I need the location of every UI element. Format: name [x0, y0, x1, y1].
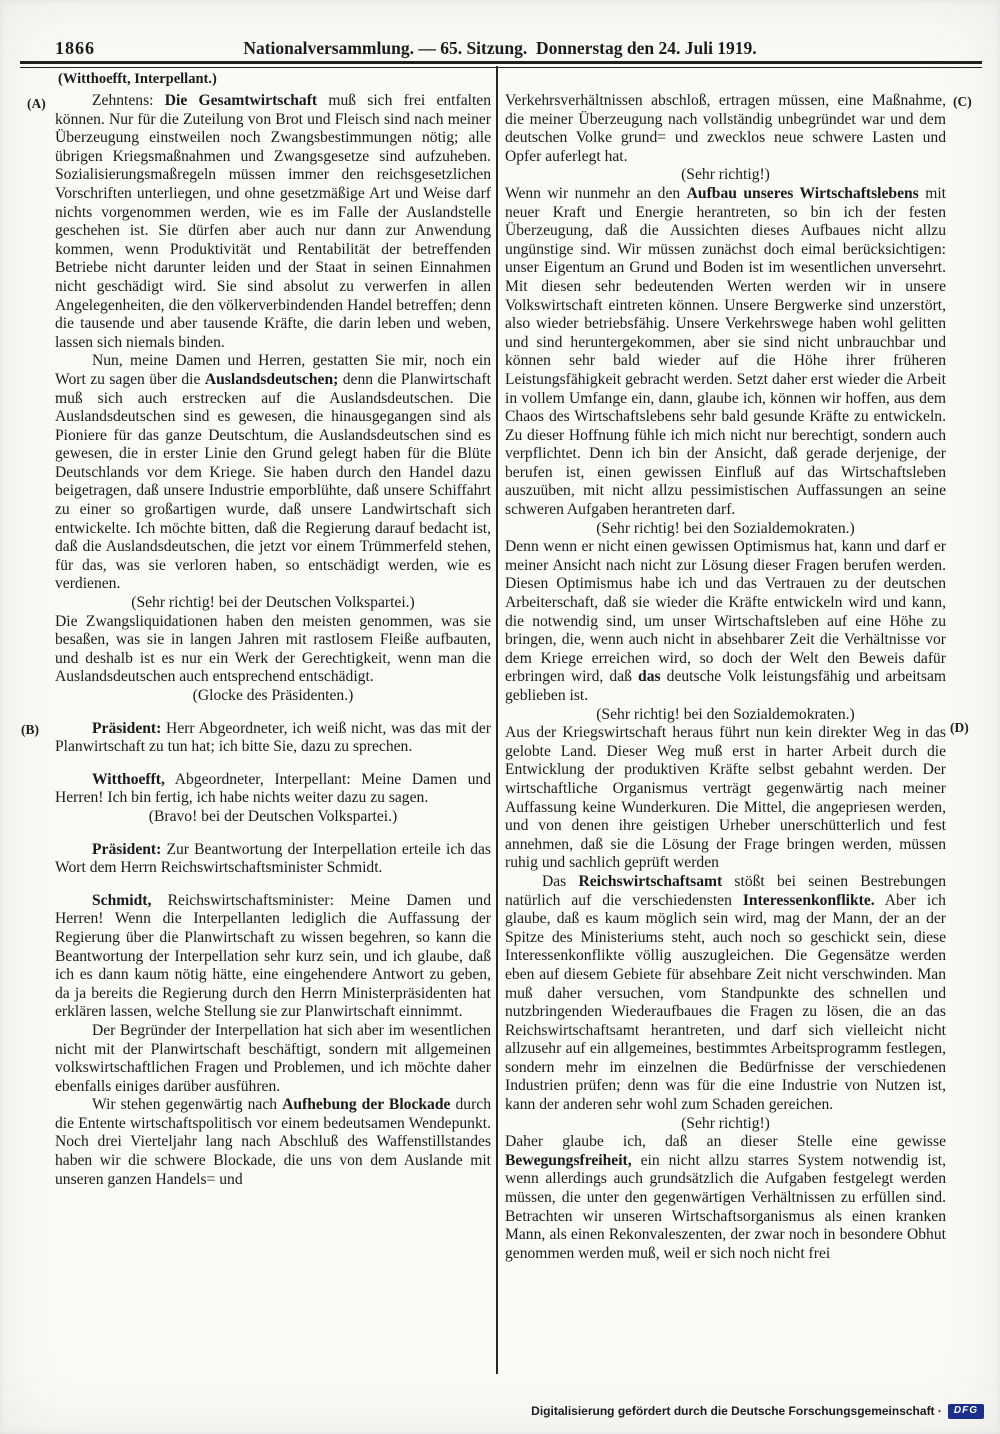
body-text: Wir stehen gegenwärtig nach: [92, 1096, 283, 1114]
body-text: Denn wenn er nicht einen gewissen Optimismus hat, kann und darf er meiner Ansicht nach nicht zur Lösung dieser Fragen berufen werden. Diesen Optimismus habe ich und das Vertrauen zu der deutschen Arbeiterschaft, daß sie wieder die Kräfte entwickeln wird und kann, die notwendig sind, um unser Wirtschaftsleben auf eine Höhe zu bringen, die, wenn auch nicht in absehbarer Zeit die Verhältnisse vor dem Kriege erreichen wird, so doch der Welt den Beweis dafür erbringen wird, daß: [505, 538, 946, 686]
body-text: (Sehr richtig!): [681, 1114, 770, 1132]
stage-direction: [55, 594, 491, 613]
body-text: Reichswirtschaftsminister: Meine Damen und Herren! Wenn die Interpellanten lediglich die Auffassung der Regierung über die Planwirtschaft zu wissen begehren, so kann die Beantwortung der Interpellation sehr kurz sein, und ich glaube, daß ich es dann kaum nötig hätte, eine eingehendere Antwort zu geben, da ja bereits die Regierung durch den Herrn Ministerpräsidenten hat erklären lassen, welche Stellung sie zur Planwirtschaft einnimmt.: [55, 891, 491, 1021]
emphasized-text: Präsident:: [92, 719, 162, 737]
body-text: (Sehr richtig! bei den Sozialdemokraten.): [596, 705, 855, 723]
body-text: durch die Entente wirtschaftspolitisch vor einem bedeutsamen Wendepunkt. Noch drei Vierteljahr lang nach Abschluß des Waffenstillstandes haben wir die schwere Blockade, die uns von dem Auslande mit unseren ganzen Handels= und: [55, 1096, 491, 1188]
paragraph: [55, 841, 491, 878]
body-text: muß sich frei entfalten können. Nur für die Zuteilung von Brot und Fleisch sind nach meiner Überzeugung einstweilen noch Zwangsbestimmungen nötig; alle übrigen Kriegsmaßnahmen und Zwangsgesetze sind aufzuheben. Sozialisierungsmaßregeln müssen immer den reichsgesetzlichen Vorschriften unterliegen, und ohne gesetzmäßige Art und Weise darf nichts vorgenommen werden, wie es im Falle der Auslandstelle geschehen ist. Sie dürfen aber auch nur dann zur Anwendung kommen, wenn Produktivität und Rentabilität der betreffenden Betriebe nicht darunter leiden und der Staat in seinen Einnahmen nicht geschädigt wird. Sie sind absolut zu verwerfen in allen Angelegenheiten, die den völkerverbindenden Handel betreffen; denn die tausende und aber tausende Kräfte, die darin leben und weben, lassen sich niemals binden.: [55, 92, 491, 351]
margin-marker-c: (C): [953, 94, 972, 109]
stage-direction: [505, 166, 946, 185]
paragraph: [505, 724, 946, 873]
paragraph: [55, 1096, 491, 1189]
right-column: [505, 92, 946, 1378]
margin-marker-b: (B): [21, 722, 39, 737]
body-text: (Sehr richtig! bei der Deutschen Volkspartei.): [131, 594, 415, 612]
body-text: Verkehrsverhältnissen abschloß, ertragen müssen, eine Maßnahme, die meiner Überzeugung nach vollständig unbegründet war und dem deutschen Volke grund= und zwecklos neue schwere Lasten und Opfer auferlegt hat.: [505, 92, 946, 165]
body-text: Die Zwangsliquidationen haben den meisten genommen, was sie besaßen, was sie in langen Jahren mit rastlosem Fleiße aufbauten, und deshalb ist es nur ein Werk der Gerechtigkeit, wenn man die Auslandsdeutschen auch entsprechend entschädigt.: [55, 612, 491, 686]
body-text: Wenn wir nunmehr an den: [505, 184, 687, 202]
page-number: 1866: [55, 38, 95, 58]
body-text: Zehntens:: [92, 92, 165, 109]
body-text: (Sehr richtig!): [681, 166, 770, 184]
stage-direction: [55, 687, 491, 706]
paragraph: [55, 613, 491, 687]
paragraph: [505, 538, 946, 705]
emphasized-text: Auslandsdeutschen;: [204, 370, 339, 388]
stage-direction: [505, 520, 946, 539]
body-text: Daher glaube ich, daß an dieser Stelle eine gewisse: [505, 1133, 946, 1151]
paragraph: [55, 771, 491, 808]
footer-credit: [531, 1402, 984, 1420]
dfg-logo: DFG: [948, 1404, 984, 1419]
left-column: [55, 92, 491, 1378]
body-text: Zur Beantwortung der Interpellation erteile ich das Wort dem Herrn Reichswirtschaftsminister Schmidt.: [55, 840, 491, 877]
emphasized-text: Interessenkonflikte.: [742, 891, 875, 909]
body-text: (Glocke des Präsidenten.): [192, 687, 354, 704]
credit-text: Digitalisierung gefördert durch die Deutsche Forschungsgemeinschaft ·: [531, 1404, 942, 1418]
paragraph: [55, 352, 491, 594]
paragraph: [55, 892, 491, 1022]
stage-direction: [505, 706, 946, 725]
emphasized-text: Die Gesamtwirtschaft: [164, 92, 318, 109]
stage-direction: [55, 808, 491, 827]
body-text: Der Begründer der Interpellation hat sich aber im wesentlichen nicht mit der Planwirtschaft beschäftigt, sondern mit allgemeinen volkswirtschaftlichen Fragen und Problemen, und ich möchte daher ebenfalls einiges darüber ausführen.: [55, 1021, 491, 1095]
paragraph: [55, 92, 491, 352]
header-rule: [20, 61, 982, 68]
body-text: Aber ich glaube, daß es kaum möglich sein wird, mag der Mann, der an der Spitze des Ministeriums steht, auch noch so geschickt sein, diese Interessenkonflikte völlig auszugleichen. Die Gegensätze werden eben auf diesem Gebiete für absehbare Zeit nicht verschwinden. Man muß daher versuchen, vom Standpunkte des schnellen und nutzbringenden Wiederaufbaues die Fragen zu lösen, die an das Reichswirtschaftsamt herantreten, und darf sich vielleicht nicht allzusehr auf ein allgemeines, bestimmtes Arbeitsprogramm festlegen, sondern mehr im einzelnen die Bedürfnisse der verschiedenen Industrien prüfen; denn was für die eine Industrie von Nutzen ist, kann der anderen sehr wohl zum Schaden gereichen.: [505, 891, 946, 1114]
body-text: Abgeordneter, Interpellant: Meine Damen und Herren! Ich bin fertig, ich habe nichts weiter dazu zu sagen.: [55, 770, 491, 807]
body-text: Aus der Kriegswirtschaft heraus führt nun kein direkter Weg in das gelobte Land. Dieser Weg muß erst in harter Arbeit durch die Entwicklung der produktiven Kräfte selbst gebahnt werden. Der wirtschaftliche Organismus verträgt gegenwärtig nach meiner Auffassung keine Wunderkuren. Die Mittel, die angepriesen werden, und von denen ihre geistigen Urheber unerschütterlich und fest annehmen, daß sie die Lösung der Frage bringen werden, müssen ruhig und sachlich geprüft werden: [505, 724, 946, 872]
column-divider: [496, 66, 498, 1374]
body-text: deutsche Volk leistungsfähig und arbeitsam geblieben ist.: [505, 668, 946, 704]
body-text: ein nicht allzu starres System notwendig ist, wenn allerdings auch grundsätzlich die Aufgaben festgelegt werden müssen, die unter den gegenwärtigen Verhältnissen zu erfüllen sind. Betrachten wir unseren Wirtschaftsorganismus als einen kranken Mann, als einen Rekonvaleszenten, der zwar noch in besondere Obhut genommen werden muß, weil er sich noch nicht frei: [505, 1151, 946, 1262]
emphasized-text: Schmidt,: [92, 891, 152, 909]
page-title: Nationalversammlung. — 65. Sitzung. Donnerstag den 24. Juli 1919.: [243, 38, 757, 58]
paragraph: [55, 1022, 491, 1096]
emphasized-text: Witthoefft,: [92, 770, 165, 788]
paragraph: [505, 92, 946, 166]
emphasized-text: Aufbau unseres Wirtschaftslebens: [686, 184, 919, 202]
running-note: (Witthoefft, Interpellant.): [58, 71, 217, 87]
body-text: mit neuer Kraft und Energie herantreten, so bin ich der festen Überzeugung, daß die Aussichten dieses Aufbaues nicht allzu ungünstige sind. Wir müssen zunächst doch eimal berücksichtigen: unser Eigentum an Grund und Boden ist im wesentlichen unversehrt. Mit diesen sehr bedeutenden Werten werden wir in unsere Volkswirtschaft eintreten können. Unsere Bergwerke sind unzerstört, also wieder betriebsfähig. Unsere Verkehrswege haben wohl gelitten und sind heruntergekommen, aber sie sind nicht unbrauchbar und können sehr bald wieder auf die Höhe ihrer früheren Leistungsfähigkeit gebracht werden. Setzt daher erst wieder die Arbeit in vollem Umfange ein, dann, glaube ich, können wir hoffen, aus dem Chaos des Wirtschaftslebens sehr bald gesunde Kräfte zu entwickeln. Zu dieser Hoffnung fühle ich mich nicht nur berechtigt, sondern auch verpflichtet. Denn ich bin der Ansicht, daß gerade derjenige, der berufen ist, einen gewissen Einfluß auf das Wirtschaftsleben auszuüben, mit nicht allzu pessimistischen Auffassungen an seine schweren Aufgaben herantreten darf.: [505, 184, 946, 519]
header-rule-thick: [20, 61, 982, 64]
emphasized-text: Aufhebung der Blockade: [282, 1096, 451, 1114]
paragraph: [505, 185, 946, 520]
emphasized-text: das: [638, 668, 661, 686]
body-text: Nun, meine Damen und Herren, gestatten Sie mir, noch ein Wort zu sagen über die: [55, 352, 491, 388]
emphasized-text: Reichswirtschaftsamt: [578, 872, 723, 890]
margin-marker-a: (A): [27, 96, 46, 111]
stage-direction: [505, 1115, 946, 1134]
header-rule-thin: [20, 67, 982, 69]
emphasized-text: Präsident:: [92, 840, 162, 858]
margin-marker-d: (D): [950, 720, 969, 735]
paragraph: [55, 720, 491, 757]
body-text: Herr Abgeordneter, ich weiß nicht, was das mit der Planwirtschaft zu tun hat; ich bitte Sie, dazu zu sprechen.: [55, 719, 491, 756]
emphasized-text: Bewegungsfreiheit,: [505, 1151, 632, 1169]
body-text: (Bravo! bei der Deutschen Volkspartei.): [148, 807, 398, 825]
body-text: stößt bei seinen Bestrebungen natürlich auf die verschiedensten: [505, 872, 946, 909]
paragraph: [505, 873, 946, 1115]
body-text: denn die Planwirtschaft muß sich auch erstrecken auf die Auslandsdeutschen. Die Auslandsdeutschen sind es gewesen, die hinausgegangen sind als Pioniere für das ganze Deutschtum, die Auslandsdeutschen sind es gewesen, die in erster Linie den Grund gelegt haben für die Blüte Deutschlands vor dem Kriege. Sie haben durch den Handel dazu beigetragen, daß unsere Industrie emporblühte, daß unsere Schiffahrt zu einer so großartigen wurde, daß unsere Landwirtschaft sich entwickelte. Ich möchte bitten, daß die Regierung darauf bedacht ist, daß die Auslandsdeutschen, die jetzt vor einem Trümmerfeld stehen, für das, was sie verloren haben, so entschädigt werden, wie es verdienen.: [55, 370, 491, 593]
body-text: Das: [542, 872, 579, 890]
paragraph: [505, 1133, 946, 1263]
body-text: (Sehr richtig! bei den Sozialdemokraten.): [596, 519, 855, 537]
